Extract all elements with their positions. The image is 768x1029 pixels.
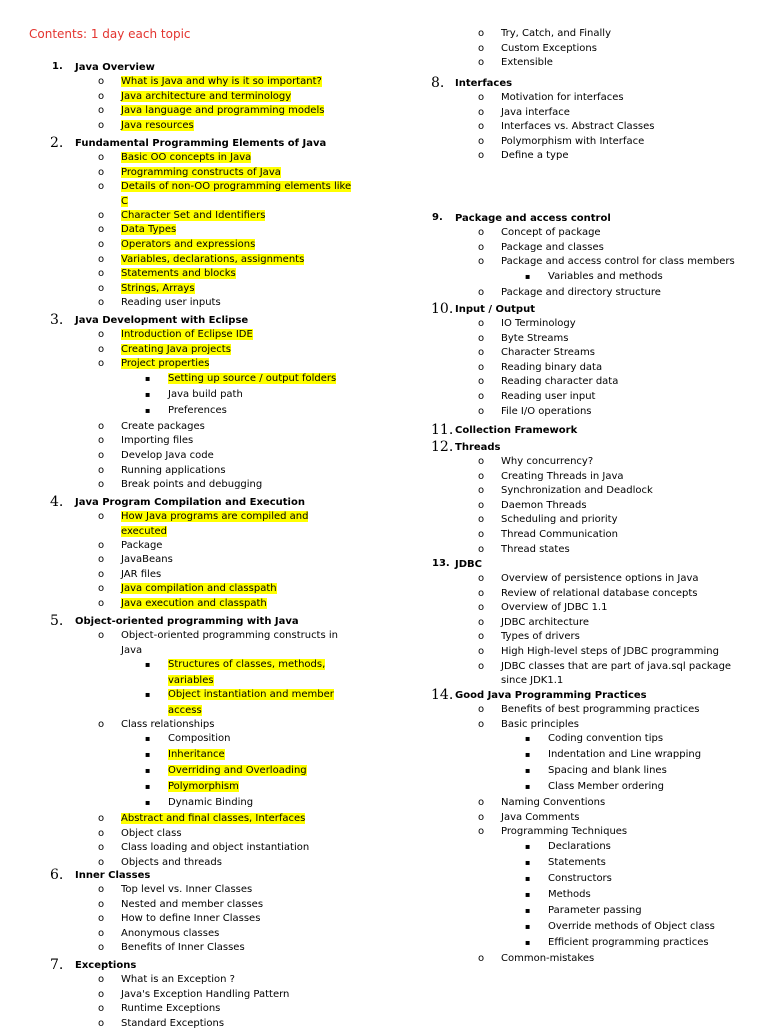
- list-item-continuation: Java: [121, 644, 143, 656]
- bullet-square: ▪: [525, 874, 531, 883]
- bullet-circle: o: [98, 857, 105, 868]
- list-item: Java language and programming models: [121, 105, 325, 117]
- bullet-circle: o: [98, 181, 105, 193]
- list-item: Reading binary data: [501, 361, 603, 373]
- bullet-circle: o: [98, 539, 105, 551]
- list-item: Running applications: [121, 464, 226, 476]
- bullet-square: ▪: [145, 798, 151, 808]
- list-item-continuation: access: [168, 704, 202, 716]
- list-item: File I/O operations: [501, 405, 592, 417]
- list-item: Package and classes: [501, 241, 604, 253]
- bullet-circle: o: [478, 347, 485, 359]
- bullet-square: ▪: [145, 734, 151, 744]
- bullet-circle: o: [98, 343, 105, 355]
- bullet-circle: o: [478, 616, 485, 628]
- list-item: Spacing and blank lines: [548, 765, 667, 777]
- bullet-circle: o: [98, 813, 105, 825]
- bullet-circle: o: [478, 602, 485, 614]
- list-item: Parameter passing: [548, 905, 642, 916]
- bullet-square: ▪: [145, 689, 151, 699]
- list-item: Reading user input: [501, 391, 596, 402]
- bullet-square: ▪: [145, 782, 151, 792]
- bullet-circle: o: [98, 166, 105, 178]
- bullet-circle: o: [478, 456, 485, 467]
- bullet-circle: o: [478, 646, 485, 657]
- list-item: Dynamic Binding: [168, 797, 254, 809]
- bullet-square: ▪: [525, 858, 531, 867]
- list-item: Indentation and Line wrapping: [548, 749, 702, 761]
- bullet-circle: o: [478, 318, 485, 329]
- bullet-square: ▪: [525, 890, 531, 899]
- list-item: Java execution and classpath: [121, 598, 267, 609]
- list-item: Review of relational database concepts: [501, 587, 698, 599]
- list-item: Strings, Arrays: [121, 282, 195, 294]
- list-item: JavaBeans: [121, 554, 173, 566]
- list-item: Programming Techniques: [501, 826, 628, 838]
- bullet-circle: o: [478, 391, 485, 402]
- list-item: Try, Catch, and Finally: [501, 28, 611, 39]
- list-item: Basic principles: [501, 718, 579, 730]
- list-item: Synchronization and Deadlock: [501, 485, 653, 497]
- bullet-circle: o: [98, 224, 105, 236]
- list-item: Develop Java code: [121, 450, 214, 461]
- list-item: Methods: [548, 889, 591, 900]
- list-item: Class relationships: [121, 718, 215, 730]
- list-item: Polymorphism: [168, 781, 239, 793]
- list-item: Programming constructs of Java: [121, 166, 281, 178]
- section-title: Package and access control: [455, 213, 611, 224]
- list-item: Constructors: [548, 873, 612, 884]
- list-item-continuation: variables: [168, 674, 214, 686]
- section-number: 3.: [50, 312, 64, 328]
- bullet-circle: o: [98, 282, 105, 294]
- list-item-continuation: executed: [121, 525, 167, 537]
- bullet-circle: o: [478, 529, 485, 540]
- bullet-circle: o: [478, 405, 485, 417]
- bullet-square: ▪: [145, 405, 151, 415]
- bullet-circle: o: [98, 209, 105, 221]
- bullet-circle: o: [98, 974, 105, 985]
- section-number: 14.: [431, 687, 454, 703]
- list-item-continuation: since JDK1.1: [501, 675, 564, 687]
- bullet-circle: o: [98, 105, 105, 117]
- list-item: High High-level steps of JDBC programming: [501, 646, 719, 657]
- list-item: Project properties: [121, 358, 210, 370]
- section-title: Exceptions: [75, 960, 137, 971]
- bullet-circle: o: [98, 239, 105, 250]
- list-item: What is an Exception ?: [121, 974, 235, 985]
- bullet-circle: o: [478, 42, 485, 54]
- bullet-circle: o: [98, 435, 105, 447]
- section-number: 9.: [432, 212, 443, 223]
- list-item: Naming Conventions: [501, 797, 606, 809]
- bullet-circle: o: [478, 28, 485, 39]
- list-item: Custom Exceptions: [501, 42, 597, 54]
- bullet-circle: o: [98, 842, 105, 854]
- bullet-circle: o: [478, 514, 485, 526]
- list-item: Java build path: [168, 388, 243, 400]
- bullet-circle: o: [478, 718, 485, 730]
- list-item: Basic OO concepts in Java: [121, 152, 252, 163]
- section-number: 10.: [431, 301, 454, 317]
- list-item: Overview of JDBC 1.1: [501, 602, 608, 614]
- list-item: Scheduling and priority: [501, 514, 618, 526]
- section-title: Collection Framework: [455, 425, 578, 436]
- list-item: Reading user inputs: [121, 297, 221, 309]
- list-item: Coding convention tips: [548, 733, 664, 745]
- bullet-circle: o: [478, 826, 485, 838]
- list-item: Java interface: [501, 106, 570, 118]
- list-item: Object instantiation and member: [168, 688, 334, 700]
- bullet-circle: o: [98, 450, 105, 461]
- section-title: JDBC: [455, 559, 482, 570]
- list-item: Overriding and Overloading: [168, 765, 307, 777]
- bullet-square: ▪: [525, 766, 531, 776]
- list-item: Benefits of Inner Classes: [121, 942, 245, 954]
- list-item: Introduction of Eclipse IDE: [121, 329, 253, 340]
- list-item: Java's Exception Handling Pattern: [121, 988, 290, 1000]
- bullet-circle: o: [98, 253, 105, 265]
- list-item: Creating Java projects: [121, 343, 231, 355]
- section-number: 1.: [52, 61, 63, 72]
- bullet-circle: o: [98, 464, 105, 476]
- bullet-circle: o: [478, 135, 485, 147]
- bullet-circle: o: [478, 660, 485, 672]
- bullet-square: ▪: [145, 389, 151, 399]
- list-item-continuation: C: [121, 195, 128, 207]
- bullet-square: ▪: [145, 659, 151, 669]
- section-number: 11.: [431, 422, 454, 438]
- section-title: Inner Classes: [75, 870, 151, 881]
- list-item: Character Set and Identifiers: [121, 209, 266, 221]
- bullet-square: ▪: [525, 842, 531, 851]
- section-title: Threads: [455, 442, 501, 453]
- list-item: Package: [121, 539, 163, 551]
- bullet-circle: o: [478, 227, 485, 238]
- bullet-circle: o: [478, 332, 485, 344]
- list-item: Standard Exceptions: [121, 1017, 225, 1029]
- bullet-circle: o: [98, 358, 105, 370]
- list-item: Daemon Threads: [501, 499, 587, 511]
- list-item: Inheritance: [168, 749, 225, 761]
- bullet-circle: o: [478, 92, 485, 103]
- list-item: Benefits of best programming practices: [501, 704, 700, 715]
- bullet-circle: o: [98, 329, 105, 340]
- list-item: Operators and expressions: [121, 239, 256, 250]
- bullet-square: ▪: [145, 373, 151, 383]
- bullet-circle: o: [478, 57, 485, 69]
- list-item: Creating Threads in Java: [501, 470, 624, 482]
- list-item: Efficient programming practices: [548, 937, 709, 948]
- list-item: Object class: [121, 827, 182, 839]
- list-item: Variables, declarations, assignments: [121, 253, 305, 265]
- bullet-circle: o: [478, 286, 485, 298]
- bullet-circle: o: [478, 953, 485, 964]
- list-item: Data Types: [121, 224, 177, 236]
- bullet-square: ▪: [145, 750, 151, 760]
- bullet-circle: o: [98, 90, 105, 102]
- bullet-square: ▪: [525, 734, 531, 744]
- list-item: Thread states: [501, 543, 570, 555]
- bullet-circle: o: [478, 587, 485, 599]
- list-item: How to define Inner Classes: [121, 913, 261, 925]
- bullet-circle: o: [478, 543, 485, 555]
- bullet-circle: o: [478, 241, 485, 253]
- list-item: IO Terminology: [501, 318, 576, 329]
- list-item: Polymorphism with Interface: [501, 135, 645, 147]
- section-title: Java Development with Eclipse: [75, 315, 249, 326]
- section-number: 6.: [50, 867, 64, 883]
- list-item: Package and directory structure: [501, 286, 661, 298]
- list-item: Concept of package: [501, 227, 601, 238]
- list-item: Objects and threads: [121, 857, 222, 868]
- bullet-circle: o: [98, 1017, 105, 1029]
- bullet-circle: o: [478, 499, 485, 511]
- bullet-circle: o: [98, 119, 105, 131]
- list-item: Create packages: [121, 420, 205, 432]
- bullet-square: ▪: [525, 782, 531, 792]
- list-item: Runtime Exceptions: [121, 1003, 221, 1015]
- list-item: Extensible: [501, 57, 553, 69]
- bullet-circle: o: [98, 583, 105, 595]
- bullet-circle: o: [98, 1003, 105, 1015]
- bullet-circle: o: [98, 268, 105, 280]
- bullet-circle: o: [478, 485, 485, 497]
- section-number: 12.: [431, 439, 454, 455]
- list-item: Class loading and object instantiation: [121, 842, 310, 854]
- section-number: 7.: [50, 957, 64, 973]
- bullet-circle: o: [98, 988, 105, 1000]
- bullet-circle: o: [478, 376, 485, 388]
- list-item: Statements and blocks: [121, 268, 236, 280]
- bullet-circle: o: [98, 927, 105, 939]
- section-number: 8.: [431, 75, 445, 91]
- list-item: Override methods of Object class: [548, 921, 715, 932]
- contents-title: Contents: 1 day each topic: [29, 27, 191, 41]
- bullet-circle: o: [98, 718, 105, 730]
- bullet-circle: o: [478, 106, 485, 118]
- list-item: Anonymous classes: [121, 927, 220, 939]
- bullet-circle: o: [98, 913, 105, 925]
- bullet-square: ▪: [525, 938, 531, 947]
- section-number: 13.: [432, 558, 450, 569]
- bullet-square: ▪: [525, 906, 531, 915]
- bullet-circle: o: [478, 797, 485, 809]
- list-item: Java resources: [121, 119, 194, 131]
- section-title: Good Java Programming Practices: [455, 690, 647, 701]
- bullet-circle: o: [478, 811, 485, 823]
- bullet-circle: o: [478, 121, 485, 133]
- section-title: Input / Output: [455, 304, 535, 315]
- bullet-circle: o: [478, 704, 485, 715]
- list-item: Thread Communication: [501, 529, 618, 540]
- list-item: Overview of persistence options in Java: [501, 573, 699, 584]
- bullet-square: ▪: [145, 766, 151, 776]
- list-item: Details of non-OO programming elements like: [121, 181, 352, 193]
- bullet-circle: o: [98, 511, 105, 522]
- list-item: Setting up source / output folders: [168, 372, 337, 384]
- list-item: JAR files: [121, 568, 162, 580]
- list-item: Interfaces vs. Abstract Classes: [501, 121, 655, 133]
- list-item: Structures of classes, methods,: [168, 658, 326, 670]
- bullet-circle: o: [478, 256, 485, 268]
- list-item: Break points and debugging: [121, 479, 263, 491]
- bullet-circle: o: [478, 470, 485, 482]
- list-item: Preferences: [168, 404, 227, 416]
- bullet-circle: o: [98, 554, 105, 566]
- section-title: Object-oriented programming with Java: [75, 616, 299, 627]
- list-item: Common-mistakes: [501, 953, 595, 964]
- bullet-circle: o: [98, 479, 105, 491]
- list-item: Motivation for interfaces: [501, 92, 624, 103]
- bullet-circle: o: [478, 361, 485, 373]
- bullet-circle: o: [98, 827, 105, 839]
- list-item: Define a type: [501, 150, 569, 162]
- bullet-circle: o: [98, 76, 105, 87]
- section-title: Interfaces: [455, 78, 513, 89]
- list-item: JDBC architecture: [501, 616, 590, 628]
- bullet-circle: o: [98, 152, 105, 163]
- list-item: JDBC classes that are part of java.sql package: [501, 660, 732, 672]
- list-item: Java compilation and classpath: [121, 583, 277, 595]
- bullet-circle: o: [98, 568, 105, 580]
- list-item: Character Streams: [501, 347, 595, 359]
- list-item: Variables and methods: [548, 270, 663, 282]
- list-item: Java Comments: [501, 811, 580, 823]
- list-item: Top level vs. Inner Classes: [121, 884, 253, 895]
- section-number: 4.: [50, 494, 64, 510]
- list-item: Types of drivers: [501, 631, 580, 643]
- list-item: Reading character data: [501, 376, 619, 388]
- bullet-circle: o: [478, 150, 485, 162]
- section-number: 2.: [50, 135, 64, 151]
- bullet-circle: o: [478, 573, 485, 584]
- section-title: Java Program Compilation and Execution: [75, 497, 305, 508]
- list-item: Declarations: [548, 841, 611, 852]
- list-item: Why concurrency?: [501, 456, 594, 467]
- bullet-square: ▪: [525, 922, 531, 931]
- section-title: Java Overview: [75, 62, 155, 73]
- bullet-circle: o: [98, 898, 105, 910]
- list-item: Abstract and final classes, Interfaces: [121, 813, 306, 825]
- bullet-circle: o: [98, 297, 105, 309]
- list-item: Java architecture and terminology: [121, 90, 292, 102]
- bullet-circle: o: [98, 420, 105, 432]
- bullet-circle: o: [478, 631, 485, 643]
- bullet-circle: o: [98, 884, 105, 895]
- list-item: What is Java and why is it so important?: [121, 76, 322, 87]
- list-item: Package and access control for class members: [501, 256, 735, 268]
- section-number: 5.: [50, 613, 64, 629]
- list-item: Importing files: [121, 435, 194, 447]
- list-item: Composition: [168, 733, 231, 745]
- bullet-square: ▪: [525, 271, 531, 281]
- list-item: How Java programs are compiled and: [121, 511, 309, 522]
- list-item: Statements: [548, 857, 606, 868]
- list-item: Object-oriented programming constructs in: [121, 630, 338, 641]
- bullet-circle: o: [98, 630, 105, 641]
- bullet-circle: o: [98, 942, 105, 954]
- list-item: Class Member ordering: [548, 781, 664, 793]
- list-item: Byte Streams: [501, 332, 569, 344]
- bullet-circle: o: [98, 598, 105, 609]
- section-title: Fundamental Programming Elements of Java: [75, 138, 327, 149]
- bullet-square: ▪: [525, 750, 531, 760]
- list-item: Nested and member classes: [121, 898, 264, 910]
